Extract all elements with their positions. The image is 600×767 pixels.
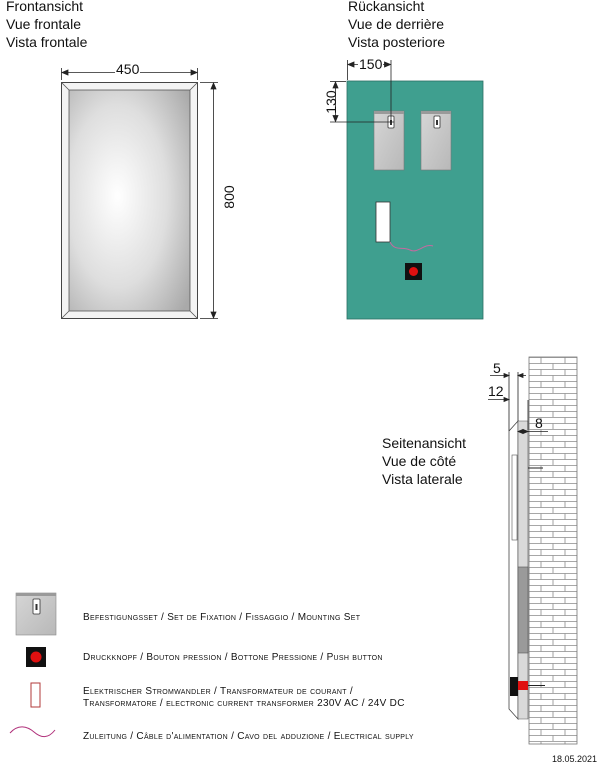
legend-transformer-label-1: Elektrischer Stromwandler / Transformateur de courant / <box>83 686 353 697</box>
back-view-title-fr: Vue de derrière <box>348 16 444 32</box>
back-transformer <box>376 202 390 242</box>
side-view-title-de: Seitenansicht <box>382 435 467 451</box>
side-dim-12-label: 12 <box>488 383 504 399</box>
back-mount-left <box>374 111 404 170</box>
back-view-title-it: Vista posteriore <box>348 34 446 50</box>
side-dim-5-label: 5 <box>493 360 501 376</box>
front-width-label: 450 <box>116 61 140 77</box>
front-height-label: 800 <box>221 185 237 209</box>
legend-button-label: Druckknopf / Bouton pression / Bottone Pressione / Push button <box>83 652 383 663</box>
drawing-date: 18.05.2021 <box>552 754 598 764</box>
side-view-title-fr: Vue de côté <box>382 453 457 469</box>
back-offset-y-label: 130 <box>323 90 339 114</box>
side-view-title-it: Vista laterale <box>382 471 463 487</box>
front-view-title-fr: Vue frontale <box>6 16 81 32</box>
back-push-button <box>405 263 422 280</box>
legend-button-icon <box>26 647 46 667</box>
legend-transformer-label-2: Transformatore / electronic current transformer 230V AC / 24V DC <box>83 698 405 709</box>
legend-mounting-label: Befestigungsset / Set de Fixation / Fissaggio / Mounting Set <box>83 612 361 623</box>
front-view-title-de: Frontansicht <box>6 0 84 14</box>
legend-transformer-icon <box>31 683 40 707</box>
side-dim-8-label: 8 <box>535 415 543 431</box>
front-height-dimension-line <box>200 83 218 319</box>
legend-mounting-icon <box>16 593 56 635</box>
front-mirror <box>62 83 198 319</box>
front-view-title-it: Vista frontale <box>6 34 88 50</box>
legend-supply-label: Zuleitung / Câble d'alimentation / Cavo del adduzione / Electrical supply <box>83 731 414 742</box>
legend-supply-icon <box>10 727 55 737</box>
back-offset-x-label: 150 <box>359 56 383 72</box>
back-view-title-de: Rückansicht <box>348 0 425 14</box>
back-mount-right <box>421 111 451 170</box>
back-panel <box>347 81 483 319</box>
